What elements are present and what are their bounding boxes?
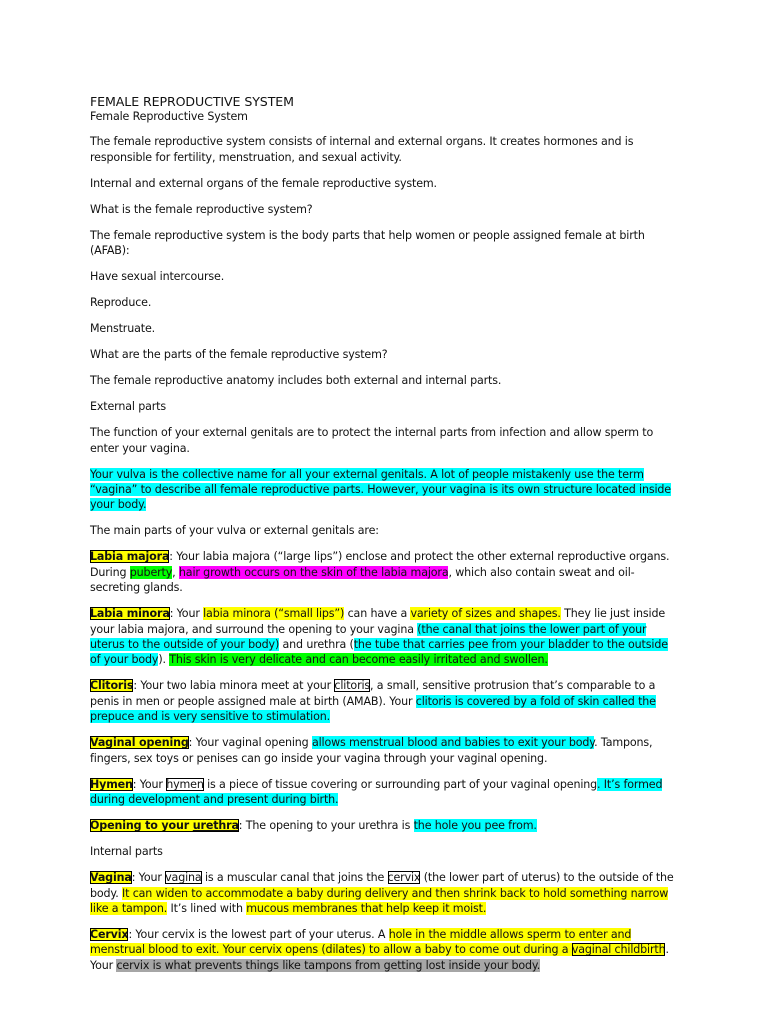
vulva-paragraph [90, 467, 680, 513]
body-text: , a small, sensitive protrusion that’s comparable to a penis in men or people assigned male at birth (AMAB). Your [90, 679, 656, 708]
hymen-paragraph [90, 777, 680, 808]
highlight-cyan: (the canal that joins the lower part of your uterus to the outside of your body) [90, 622, 647, 652]
intro-paragraph: The female reproductive system consists of internal and external organs. It creates hormones and is responsible for fertility, menstruation, and sexual activity. [90, 135, 634, 164]
list-item: Reproduce. [90, 296, 152, 310]
vagina-paragraph [90, 870, 680, 916]
cervix-paragraph [90, 927, 680, 973]
list-item: Menstruate. [90, 322, 155, 336]
term-clitoris: Clitoris [90, 679, 134, 693]
heading-internal-parts: Internal parts [90, 845, 163, 859]
term-labia-minora: Labia minora [90, 607, 170, 621]
highlight-yellow: labia minora (“small lips”) [203, 607, 345, 621]
boxed-word: vaginal childbirth [571, 943, 666, 957]
body-text: is a muscular canal that joins the [201, 871, 388, 885]
body-text: They lie just inside your labia majora, and surround the opening to your vagina [90, 607, 666, 636]
function-paragraph: The function of your external genitals are to protect the internal parts from infection and allow sperm to enter your vagina. [90, 426, 654, 455]
body-text: (the lower part of uterus) to the outside of the body. [90, 871, 674, 900]
body-text: can have a [344, 607, 411, 621]
highlight-yellow: hole in the middle allows sperm to enter and menstrual blood to exit. Your cervix opens (dilates) to allow a baby to come out during a [90, 927, 632, 957]
body-text: : Your two labia minora meet at your [133, 679, 335, 693]
term-cervix: Cervix [90, 927, 129, 941]
term-vaginal-opening: Vaginal opening [90, 736, 189, 750]
boxed-word: vagina [165, 871, 202, 885]
body-text: : The opening to your urethra is [238, 819, 414, 833]
labia-majora-paragraph [90, 549, 680, 595]
term-text-underlined: urethra [192, 819, 239, 833]
answer-parts: The female reproductive anatomy includes both external and internal parts. [90, 374, 502, 388]
document-title: FEMALE REPRODUCTIVE SYSTEM [90, 94, 294, 109]
highlight-gray: cervix is what prevents things like tampons from getting lost inside your body. [116, 958, 541, 972]
body-text: , which also contain sweat and oil-secreting glands. [90, 565, 635, 595]
term-text: Opening to your [90, 819, 193, 833]
boxed-word: clitoris [334, 679, 371, 693]
highlight-yellow: variety of sizes and shapes. [410, 607, 561, 621]
vaginal-opening-paragraph [90, 735, 680, 766]
boxed-word: hymen [166, 777, 204, 791]
term-opening-to-urethra [90, 819, 239, 832]
body-text: . Your [90, 943, 669, 972]
labia-minora-paragraph [90, 606, 680, 668]
highlight-green: puberty [129, 565, 173, 579]
urethra-opening-paragraph [90, 818, 680, 833]
boxed-word: cervix [387, 871, 421, 885]
body-text: and urethra ( [279, 638, 354, 652]
question-what-is: What is the female reproductive system? [90, 202, 313, 216]
internal-external-paragraph: Internal and external organs of the female reproductive system. [90, 176, 437, 190]
highlight-cyan: clitoris is covered by a fold of skin called the prepuce and is very sensitive to stimulation. [90, 694, 656, 724]
body-text: : Your vaginal opening [188, 736, 312, 750]
highlight-cyan: Your vulva is the collective name for all your external genitals. A lot of people mistakenly use the term “vagina” to describe all female reproductive parts. However, your vagina is its own structure located inside your body. [90, 467, 671, 512]
body-text: : Your [169, 607, 204, 621]
body-text: : Your [131, 871, 166, 885]
term-hymen: Hymen [90, 777, 133, 791]
main-parts-paragraph: The main parts of your vulva or external genitals are: [90, 524, 379, 538]
highlight-yellow: It can widen to accommodate a baby during delivery and then shrink back to hold something narrow like a tampon. [90, 886, 669, 915]
term-vagina: Vagina [90, 871, 132, 885]
highlight-green: This skin is very delicate and can become easily irritated and swollen. [169, 653, 548, 667]
body-text: is a piece of tissue covering or surrounding part of your vaginal opening [203, 777, 598, 791]
highlight-cyan: the hole you pee from. [413, 819, 537, 833]
heading-external-parts: External parts [90, 400, 166, 414]
body-text: , [172, 565, 179, 579]
body-text: : Your labia majora (“large lips”) enclose and protect the other external reproductive organs. During [90, 550, 670, 579]
highlight-cyan: allows menstrual blood and babies to exit your body [311, 736, 595, 750]
highlight-yellow: mucous membranes that help keep it moist. [246, 901, 487, 915]
highlight-cyan: . It’s formed during development and present during birth. [90, 777, 663, 807]
question-parts: What are the parts of the female reproductive system? [90, 348, 388, 362]
body-text: It’s lined with [167, 901, 247, 915]
body-text: . Tampons, fingers, sex toys or penises can go inside your vagina through your vaginal opening. [90, 736, 653, 765]
document-subtitle: Female Reproductive System [90, 110, 248, 123]
term-labia-majora: Labia majora [90, 550, 170, 564]
document-page [90, 94, 680, 984]
body-text: : Your [132, 777, 167, 791]
clitoris-paragraph [90, 678, 680, 724]
list-item: Have sexual intercourse. [90, 270, 225, 284]
highlight-magenta: hair growth occurs on the skin of the labia majora [178, 565, 449, 579]
body-text: : Your cervix is the lowest part of your uterus. A [128, 927, 389, 941]
answer-what-is: The female reproductive system is the body parts that help women or people assigned female at birth (AFAB): [90, 228, 645, 258]
highlight-cyan: the tube that carries pee from your bladder to the outside of your body [90, 638, 668, 667]
body-text: ). [158, 653, 170, 667]
